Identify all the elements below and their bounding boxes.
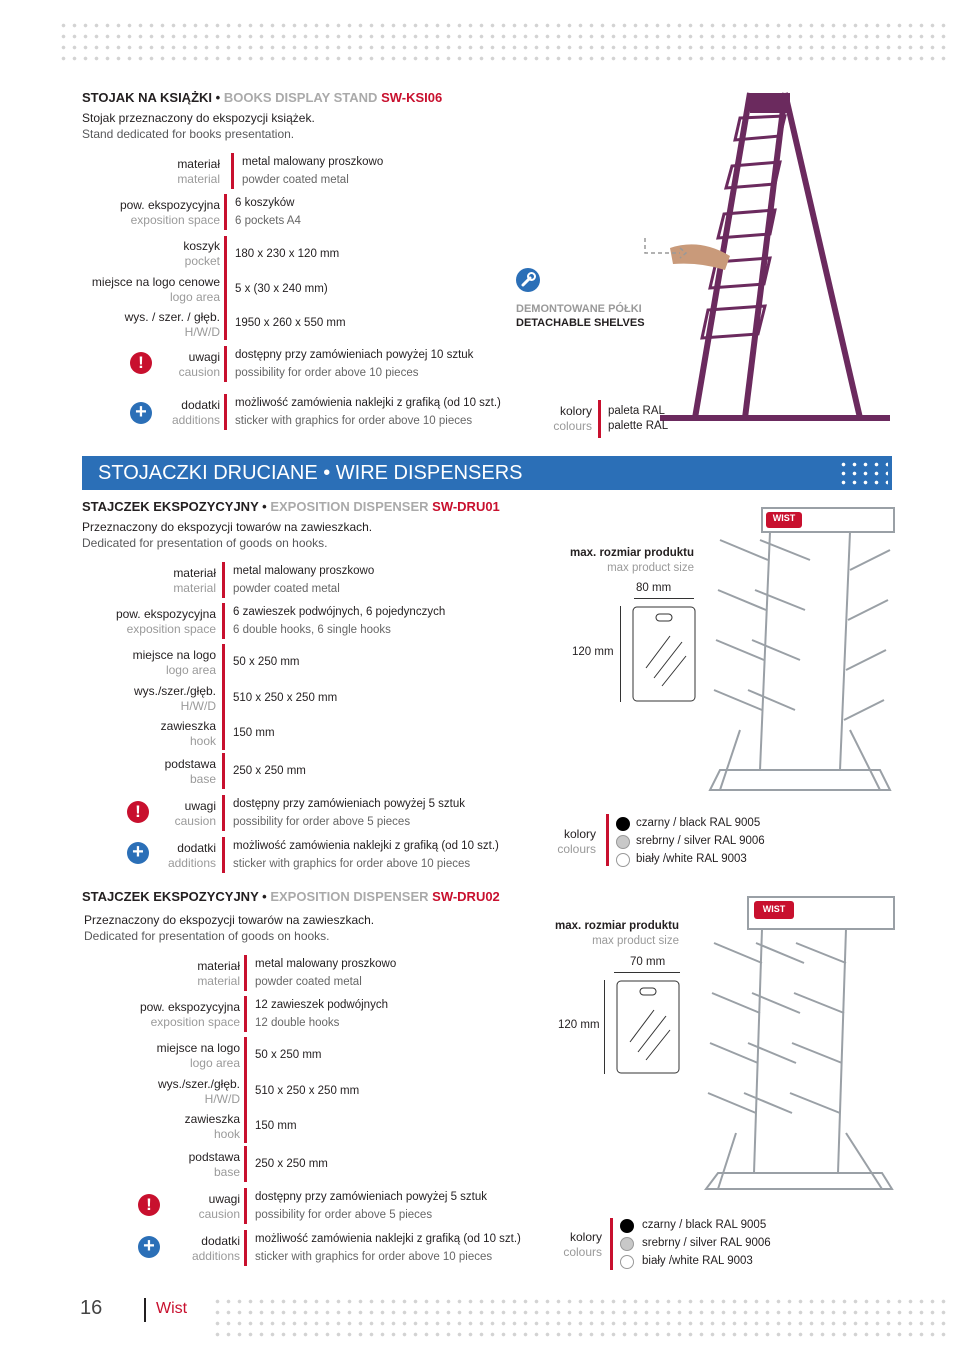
s3-swatch-white xyxy=(620,1255,634,1269)
s3-spec-label-logo-area: miejsce na logo logo area xyxy=(156,1041,240,1070)
decorative-dot-pattern-bottom xyxy=(212,1296,948,1342)
s2-sign-logo: WIST xyxy=(772,513,796,523)
s2-spec-value-logo-area: 50 x 250 mm xyxy=(222,644,299,680)
s1-colours-value: paleta RAL palette RAL xyxy=(608,405,669,432)
s1-caution-value: dostępny przy zamówieniach powyżej 10 sztuk possibility for order above 10 pieces xyxy=(224,346,473,382)
plus-icon: + xyxy=(127,842,149,864)
wire-dispensers-section-band: STOJACZKI DRUCIANE • WIRE DISPENSERS xyxy=(82,456,892,490)
s2-spec-label-hook: zawieszka hook xyxy=(160,719,216,748)
s1-additions-value: możliwość zamówienia naklejki z grafiką (od 10 szt.) sticker with graphics for order above 10 pieces xyxy=(224,394,501,430)
s3-description: Przeznaczony do ekspozycji towarów na zawieszkach. Dedicated for presentation of goods on hooks. xyxy=(84,913,375,943)
s3-spec-value-base: 250 x 250 mm xyxy=(244,1146,328,1182)
footer-brand: Wist xyxy=(156,1300,188,1317)
s3-colour-silver: srebrny / silver RAL 9006 xyxy=(642,1237,771,1249)
s3-swatch-silver xyxy=(620,1237,634,1251)
s3-spec-label-hook: zawieszka hook xyxy=(184,1112,240,1141)
s2-description: Przeznaczony do ekspozycji towarów na zawieszkach. Dedicated for presentation of goods on hooks. xyxy=(82,520,373,550)
s3-swatch-black xyxy=(620,1219,634,1233)
page-number: 16 xyxy=(80,1297,103,1319)
s3-caution-label: uwagi causion xyxy=(198,1192,240,1221)
s2-caution-label: uwagi causion xyxy=(174,799,216,828)
s3-spec-label-hwd: wys./szer./głęb. H/W/D xyxy=(157,1077,240,1106)
s2-additions-label: dodatki additions xyxy=(167,841,216,870)
s1-spec-label-pocket: koszyk pocket xyxy=(183,239,220,268)
warning-icon: ! xyxy=(138,1194,160,1216)
decorative-dot-pattern-top xyxy=(58,20,948,64)
s2-max-size-label: max. rozmiar produktu max product size xyxy=(570,547,694,574)
s1-spec-label-material: materiał material xyxy=(177,157,220,186)
s2-spec-value-hook: 150 mm xyxy=(222,716,275,750)
s2-spec-label-logo-area: miejsce na logo logo area xyxy=(132,648,216,677)
s2-colour-white: biały /white RAL 9003 xyxy=(636,853,747,865)
plus-icon: + xyxy=(130,402,152,424)
s2-height-dimension-line xyxy=(620,606,621,702)
s2-spec-label-base: podstawa base xyxy=(164,757,216,786)
s3-max-height: 120 mm xyxy=(558,1019,600,1031)
s2-spec-label-material: materiał material xyxy=(173,566,216,595)
s2-additions-value: możliwość zamówienia naklejki z grafiką (od 10 szt.) sticker with graphics for order above 10 pieces xyxy=(222,837,499,873)
s2-colour-black: czarny / black RAL 9005 xyxy=(636,817,761,829)
s3-colour-white: biały /white RAL 9003 xyxy=(642,1255,753,1267)
s2-max-height: 120 mm xyxy=(572,646,614,658)
warning-icon: ! xyxy=(130,352,152,374)
s3-height-dimension-line xyxy=(604,980,605,1074)
s3-spec-value-exposition: 12 zawieszek podwójnych 12 double hooks xyxy=(244,996,388,1032)
s1-colours-label: kolory colours xyxy=(553,404,592,433)
s2-colour-silver: srebrny / silver RAL 9006 xyxy=(636,835,765,847)
plus-icon: + xyxy=(138,1236,160,1258)
s3-spec-value-logo-area: 50 x 250 mm xyxy=(244,1037,321,1073)
s1-spec-label-hwd: wys. / szer. / głęb. H/W/D xyxy=(124,310,220,339)
s3-caution-value: dostępny przy zamówieniach powyżej 5 sztuk possibility for order above 5 pieces xyxy=(244,1188,487,1224)
s3-spec-value-material: metal malowany proszkowo powder coated metal xyxy=(244,955,396,991)
s2-spec-label-hwd: wys./szer./głęb. H/W/D xyxy=(133,684,216,713)
s2-swatch-silver xyxy=(616,835,630,849)
s1-spec-value-exposition: 6 koszyków 6 pockets A4 xyxy=(224,194,301,230)
s3-max-width: 70 mm xyxy=(630,956,666,968)
s1-spec-value-hwd: 1950 x 260 x 550 mm xyxy=(224,306,346,340)
s2-spec-value-exposition: 6 zawieszek podwójnych, 6 pojedynczych 6 double hooks, 6 single hooks xyxy=(222,603,445,639)
s2-wire-dispenser-image xyxy=(700,500,900,800)
band-dot-pattern xyxy=(838,460,888,486)
s3-product-bag-image xyxy=(616,980,680,1074)
s2-product-bag-image xyxy=(632,606,696,702)
s3-additions-label: dodatki additions xyxy=(191,1234,240,1263)
s2-colours-divider xyxy=(606,814,609,866)
s1-description: Stojak przeznaczony do ekspozycji książek. Stand dedicated for books presentation. xyxy=(82,111,315,141)
s2-max-width: 80 mm xyxy=(636,582,672,594)
s2-heading: STAJCZEK EKSPOZYCYJNY • EXPOSITION DISPENSER SW-DRU01 xyxy=(82,499,500,514)
s3-sign-logo: WIST xyxy=(762,904,786,914)
s3-width-dimension-line xyxy=(614,972,680,973)
s2-spec-value-material: metal malowany proszkowo powder coated metal xyxy=(222,562,374,598)
s3-heading: STAJCZEK EKSPOZYCYJNY • EXPOSITION DISPENSER SW-DRU02 xyxy=(82,889,500,904)
s3-spec-label-base: podstawa base xyxy=(188,1150,240,1179)
detachable-shelves-label: DEMONTOWANE PÓŁKI DETACHABLE SHELVES xyxy=(516,303,645,329)
footer-divider xyxy=(144,1298,146,1322)
s1-additions-label: dodatki additions xyxy=(171,398,220,427)
books-display-stand-image xyxy=(600,88,900,428)
warning-icon: ! xyxy=(127,801,149,823)
s3-spec-label-exposition: pow. ekspozycyjna exposition space xyxy=(139,1000,240,1029)
s1-caution-label: uwagi causion xyxy=(178,350,220,379)
s1-spec-label-logo-area: miejsce na logo cenowe logo area xyxy=(91,275,220,304)
s2-spec-value-base: 250 x 250 mm xyxy=(222,753,306,789)
s3-additions-value: możliwość zamówienia naklejki z grafiką (od 10 szt.) sticker with graphics for order above 10 pieces xyxy=(244,1230,521,1266)
s1-colours-divider xyxy=(598,400,601,438)
s2-spec-value-hwd: 510 x 250 x 250 mm xyxy=(222,680,337,716)
s2-caution-value: dostępny przy zamówieniach powyżej 5 sztuk possibility for order above 5 pieces xyxy=(222,795,465,831)
s3-spec-value-hwd: 510 x 250 x 250 mm xyxy=(244,1073,359,1109)
s1-spec-label-exposition: pow. ekspozycyjna exposition space xyxy=(119,198,220,227)
s3-spec-label-material: materiał material xyxy=(197,959,240,988)
s1-spec-value-pocket: 180 x 230 x 120 mm xyxy=(224,236,339,272)
s2-spec-label-exposition: pow. ekspozycyjna exposition space xyxy=(115,607,216,636)
s1-heading: STOJAK NA KSIĄŻKI • BOOKS DISPLAY STAND SW-KSI06 xyxy=(82,90,443,105)
s2-swatch-white xyxy=(616,853,630,867)
s3-max-size-label: max. rozmiar produktu max product size xyxy=(555,920,679,947)
s2-colours-label: kolory colours xyxy=(557,827,596,856)
s3-colour-black: czarny / black RAL 9005 xyxy=(642,1219,767,1231)
s3-colours-divider xyxy=(610,1218,613,1270)
s1-spec-value-logo-area: 5 x (30 x 240 mm) xyxy=(224,272,328,306)
s3-wire-dispenser-image xyxy=(696,893,900,1193)
wrench-icon xyxy=(516,268,540,292)
s3-colours-label: kolory colours xyxy=(563,1230,602,1259)
s3-spec-value-hook: 150 mm xyxy=(244,1109,297,1143)
s2-width-dimension-line xyxy=(634,598,694,599)
s2-swatch-black xyxy=(616,817,630,831)
s1-spec-value-material: metal malowany proszkowo powder coated metal xyxy=(231,153,383,189)
